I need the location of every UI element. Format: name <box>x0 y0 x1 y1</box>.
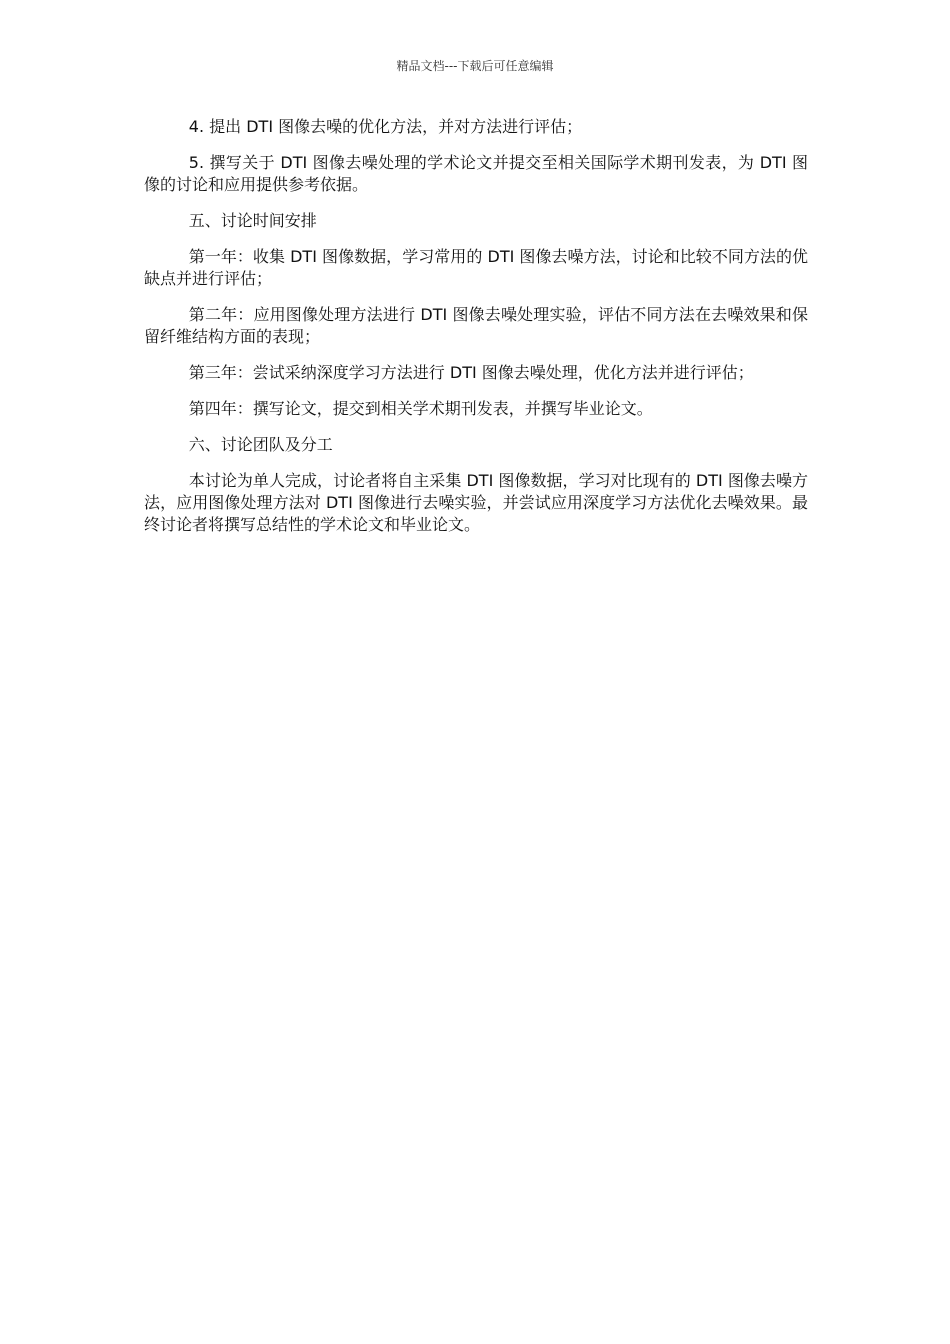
schedule-year-1: 第一年：收集 DTI 图像数据，学习常用的 DTI 图像去噪方法，讨论和比较不同方法的优缺点并进行评估； <box>144 247 808 288</box>
schedule-year-4: 第四年：撰写论文，提交到相关学术期刊发表，并撰写毕业论文。 <box>188 399 653 418</box>
section-heading-team: 六、讨论团队及分工 <box>188 435 333 454</box>
page-header: 精品文档---下载后可任意编辑 <box>396 59 554 73</box>
list-item-4: 4. 提出 DTI 图像去噪的优化方法，并对方法进行评估； <box>188 117 583 136</box>
section-heading-schedule: 五、讨论时间安排 <box>188 211 317 230</box>
document-body <box>144 116 808 550</box>
list-item-5: 5. 撰写关于 DTI 图像去噪处理的学术论文并提交至相关国际学术期刊发表，为 DTI 图像的讨论和应用提供参考依据。 <box>144 153 808 194</box>
schedule-year-3: 第三年：尝试采纳深度学习方法进行 DTI 图像去噪处理，优化方法并进行评估； <box>188 363 754 382</box>
team-description: 本讨论为单人完成，讨论者将自主采集 DTI 图像数据，学习对比现有的 DTI 图像去噪方法，应用图像处理方法对 DTI 图像进行去噪实验，并尝试应用深度学习方法优化去噪效果。最终讨论者将撰写总结性的学术论文和毕业论文。 <box>144 471 808 534</box>
schedule-year-2: 第二年：应用图像处理方法进行 DTI 图像去噪处理实验，评估不同方法在去噪效果和保留纤维结构方面的表现； <box>144 305 808 346</box>
